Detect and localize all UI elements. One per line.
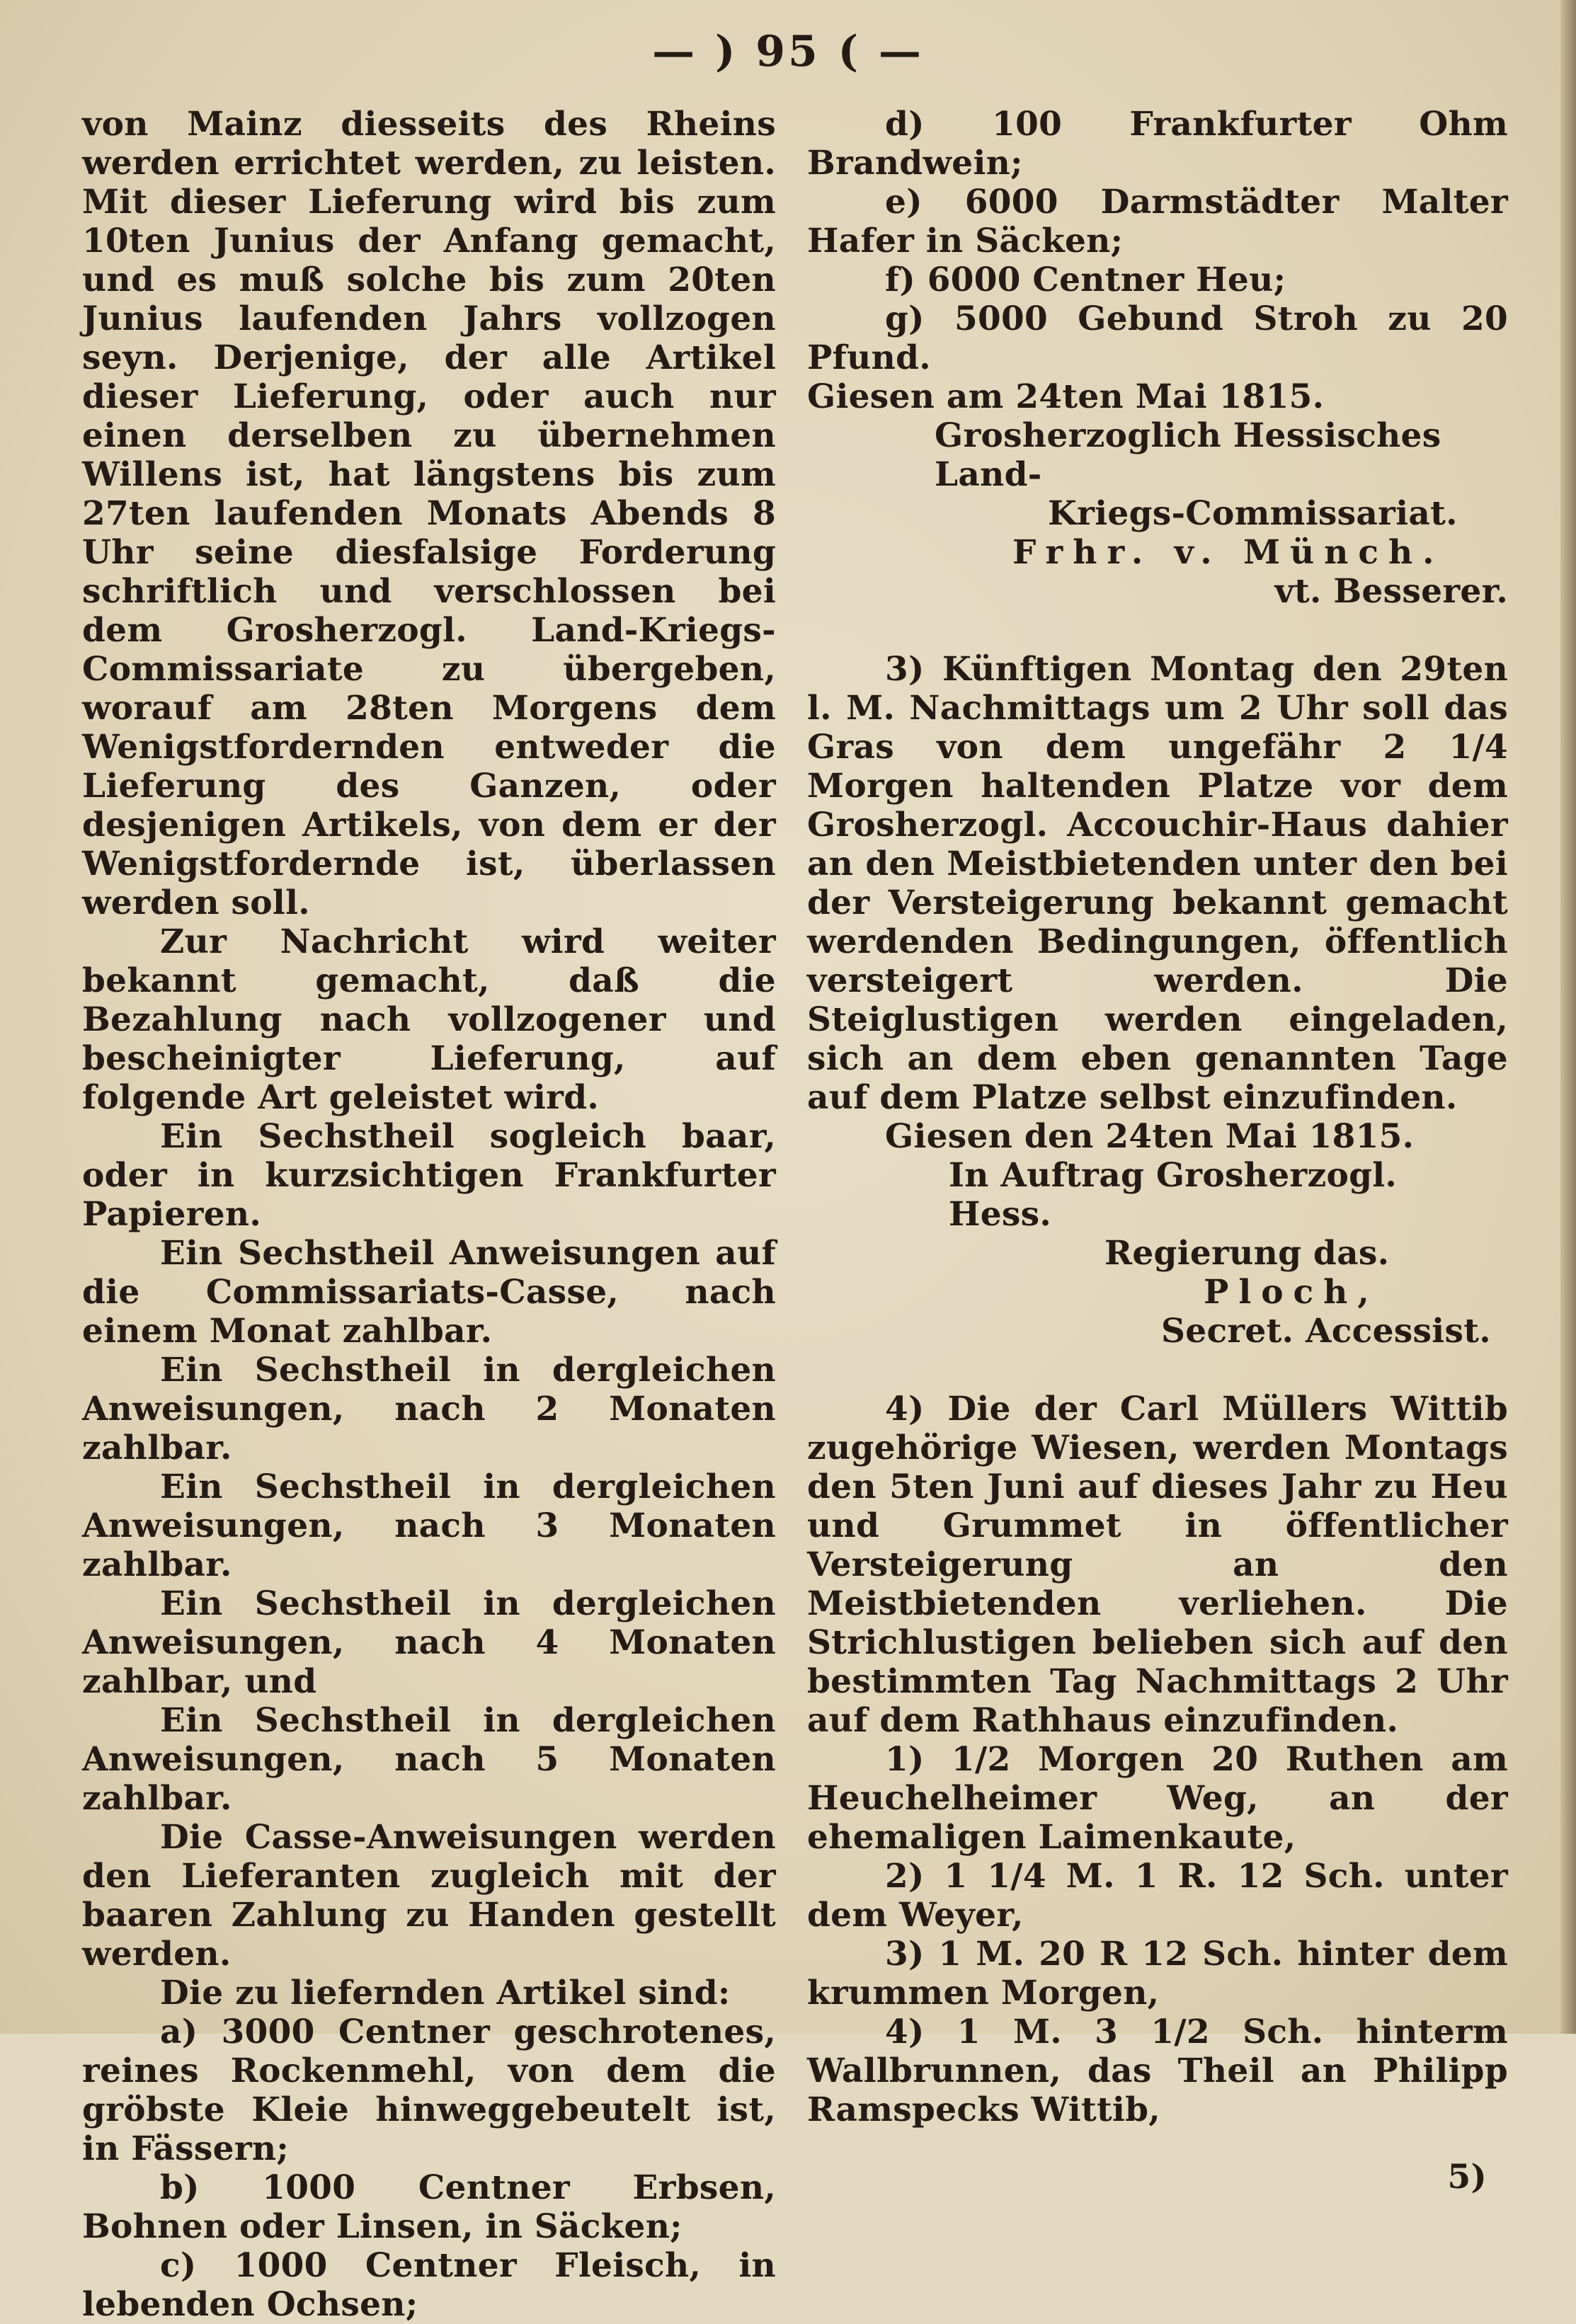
intro-paragraph: von Mainz diesseits des Rheins werden errichtet werden, zu leisten. Mit dieser Lieferung wird bis zum 10ten Junius der Anfang gemacht, und es muß solche bis zum 20ten Junius laufenden Jahrs vollzogen seyn. Derjenige, der alle Artikel dieser Lieferung, oder auch nur einen derselben zu übernehmen Willens ist, hat längstens bis zum 27ten laufenden Monats Abends 8 Uhr seine diesfalsige Forderung schriftlich und verschlossen bei dem Grosherzogl. Land-Kriegs-Commissariate zu übergeben, worauf am 28ten Morgens dem Wenigstfordernden entweder die Lieferung des Ganzen, oder desjenigen Artikels, von dem er der Wenigstfordernde ist, überlassen werden soll.: [82, 105, 776, 922]
left-column: [82, 105, 776, 2324]
place-date: Giesen am 24ten Mai 1815.: [807, 377, 1325, 416]
signature-line: Grosherzoglich Hessisches Land-: [935, 416, 1441, 494]
payment-intro-paragraph: Zur Nachricht wird weiter bekannt gemacht, daß die Bezahlung nach vollzogener und bescheinigter Lieferung, auf folgende Art geleistet wird.: [82, 922, 776, 1117]
place-date: Giesen den 24ten Mai 1815.: [885, 1117, 1415, 1156]
spacer: [807, 611, 1508, 650]
signature-line: Secret. Accessist.: [1161, 1312, 1491, 1351]
parcel-item: 1) 1/2 Morgen 20 Ruthen am Heuchelheimer Weg, an der ehemaligen Laimenkaute,: [807, 1740, 1508, 1857]
catchword: 5): [1447, 2158, 1487, 2197]
parcel-item: 3) 1 M. 20 R 12 Sch. hinter dem krummen Morgen,: [807, 1935, 1508, 2013]
article-item: d) 100 Frankfurter Ohm Brandwein;: [807, 105, 1508, 183]
signature-line: Kriegs-Commissariat.: [1048, 494, 1458, 533]
page-header: — ) 95 ( —: [652, 27, 924, 76]
parcel-item: 2) 1 1/4 M. 1 R. 12 Sch. unter dem Weyer,: [807, 1857, 1508, 1935]
article-item: c) 1000 Centner Fleisch, in lebenden Ochsen;: [82, 2246, 776, 2324]
article-item: b) 1000 Centner Erbsen, Bohnen oder Linsen, in Säcken;: [82, 2168, 776, 2246]
signature-line: In Auftrag Grosherzogl. Hess.: [949, 1156, 1398, 1234]
payment-line: Ein Sechstheil in dergleichen Anweisungen, nach 3 Monaten zahlbar.: [82, 1467, 776, 1584]
payment-line: Ein Sechstheil in dergleichen Anweisungen, nach 5 Monaten zahlbar.: [82, 1701, 776, 1818]
page-edge-shadow: [1560, 0, 1576, 2034]
notice-4-paragraph: 4) Die der Carl Müllers Wittib zugehörige Wiesen, werden Montags den 5ten Juni auf dieses Jahr zu Heu und Grummet in öffentlicher Versteigerung an den Meistbietenden verliehen. Die Strichlustigen belieben sich auf den bestimmten Tag Nachmittags 2 Uhr auf dem Rathhaus einzufinden.: [807, 1390, 1508, 1740]
payment-line: Ein Sechstheil in dergleichen Anweisungen, nach 2 Monaten zahlbar.: [82, 1351, 776, 1467]
parcel-item: 4) 1 M. 3 1/2 Sch. hinterm Wallbrunnen, das Theil an Philipp Ramspecks Wittib,: [807, 2013, 1508, 2129]
article-item: f) 6000 Centner Heu;: [885, 261, 1286, 299]
article-item: a) 3000 Centner geschrotenes, reines Rockenmehl, von dem die gröbste Kleie hinweggebeutelt ist, in Fässern;: [82, 2013, 776, 2168]
payment-line: Ein Sechstheil Anweisungen auf die Commissariats-Casse, nach einem Monat zahlbar.: [82, 1234, 776, 1351]
payment-line: Ein Sechstheil sogleich baar, oder in kurzsichtigen Frankfurter Papieren.: [82, 1117, 776, 1234]
signature-name: Ploch,: [1204, 1273, 1379, 1312]
signature-name: Frhr. v. Münch.: [1012, 533, 1444, 572]
articles-intro: Die zu liefernden Artikel sind:: [160, 1974, 731, 2013]
casse-note-paragraph: Die Casse-Anweisungen werden den Lieferanten zugleich mit der baaren Zahlung zu Handen gestellt werden.: [82, 1818, 776, 1974]
notice-3-paragraph: 3) Künftigen Montag den 29ten l. M. Nachmittags um 2 Uhr soll das Gras von dem ungefähr 2 1/4 Morgen haltenden Platze vor dem Grosherzogl. Accouchir-Haus dahier an den Meistbietenden unter den bei der Versteigerung bekannt gemacht werdenden Bedingungen, öffentlich versteigert werden. Die Steiglustigen werden eingeladen, sich an dem eben genannten Tage auf dem Platze selbst einzufinden.: [807, 650, 1508, 1117]
signature-line: vt. Besserer.: [1274, 572, 1508, 611]
article-item: e) 6000 Darmstädter Malter Hafer in Säcken;: [807, 183, 1508, 261]
signature-line: Regierung das.: [1104, 1234, 1390, 1273]
spacer: [807, 1351, 1508, 1390]
right-column: [807, 105, 1508, 2230]
article-item: g) 5000 Gebund Stroh zu 20 Pfund.: [807, 299, 1508, 377]
payment-line: Ein Sechstheil in dergleichen Anweisungen, nach 4 Monaten zahlbar, und: [82, 1584, 776, 1701]
